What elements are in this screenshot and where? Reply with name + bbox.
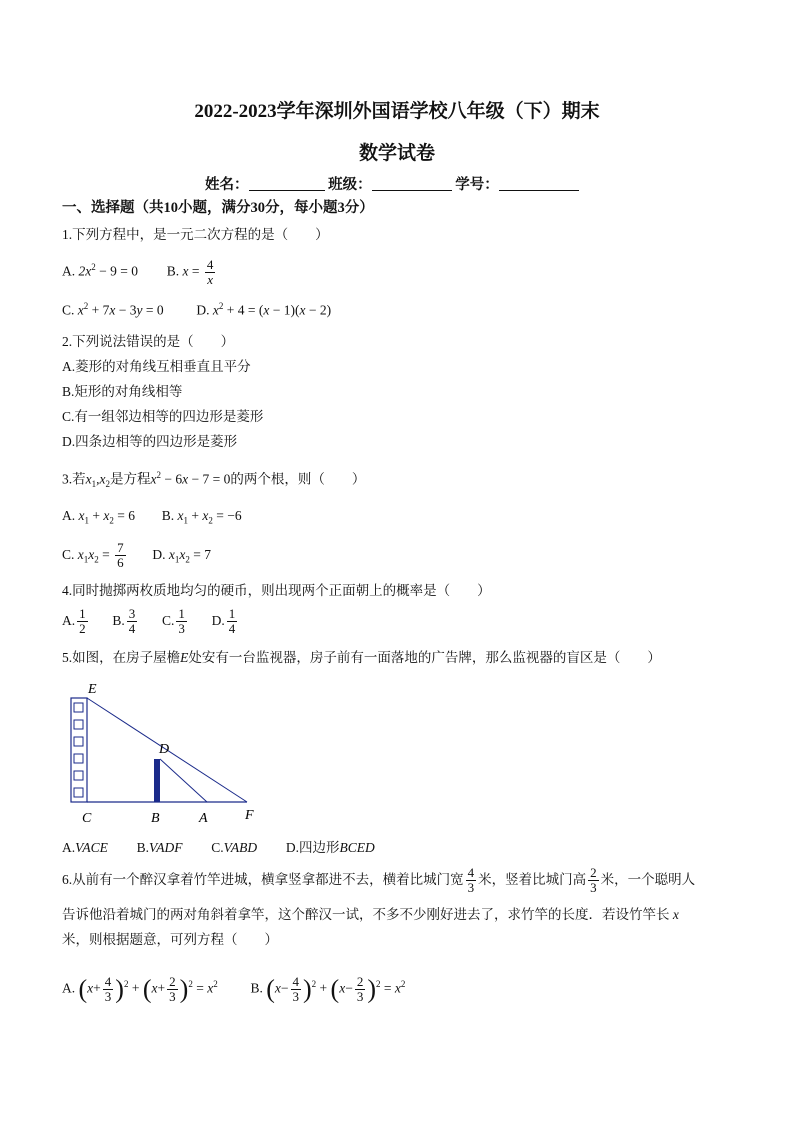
line-DA <box>160 759 207 802</box>
label-D: D <box>159 742 170 757</box>
q6-line2: 告诉他沿着城门的两对角斜着拿竿，这个醉汉一试，不多不少刚好进去了，求竹竿的长度．若设竹竿长 x <box>62 907 679 922</box>
billboard <box>154 759 160 802</box>
id-blank[interactable] <box>499 176 579 191</box>
q6-options: A. (x+ $\frac{4}{3}$ )$^2$ + (x+ $\frac{2}{3}$ )$^2 = x^2$ B. (x− $\frac{4}{3}$ )$^2$ + (x− $\frac{2}{3}$ )$^2 = x^2$ <box>62 973 406 1004</box>
q1-stem: 1.下列方程中，是一元二次方程的是（ ） <box>62 227 329 242</box>
label-C: C <box>82 811 92 826</box>
q3-options-cd: C. $x_1x_2$ = $\frac{7}{6}$ D. $x_1x_2 = 7$ <box>62 540 212 571</box>
label-E: E <box>88 682 97 697</box>
q1-options-cd: C. $x^2 + 7x - 3y = 0$ D. $x^2 + 4 = (x - 1)(x - 2)$ <box>62 301 332 318</box>
q2-stem: 2.下列说法错误的是（ ） <box>62 334 235 349</box>
q4-options: A. $\frac{1}{2}$ B. $\frac{3}{4}$ C. $\frac{1}{3}$ D. $\frac{1}{4}$ <box>62 606 236 637</box>
section-heading: 一、选择题（共10小题，满分30分，每小题3分） <box>62 200 374 216</box>
q3-c-fraction: $\frac{7}{6}$ <box>117 540 124 571</box>
name-label: 姓名： <box>205 177 249 193</box>
class-label: 班级： <box>328 177 372 193</box>
q3-options-ab: A. $x_1 + x_2 = 6$ B. $x_1 + x_2 = -6$ <box>62 508 242 526</box>
q2-option-a: A.菱形的对角线互相垂直且平分 <box>62 359 251 374</box>
q5-stem: 5.如图，在房子屋檐E处安有一台监视器，房子前有一面落地的广告牌，那么监视器的盲区是（ ） <box>62 650 661 665</box>
label-B: B <box>151 811 160 826</box>
q3-stem: 3.若$x_1,x_2$是方程$x^2 - 6x - 7 = 0$的两个根，则（ ） <box>62 470 366 490</box>
q2-option-b: B.矩形的对角线相等 <box>62 384 183 399</box>
exam-subtitle: 数学试卷 <box>358 143 435 164</box>
id-label: 学号： <box>455 177 499 193</box>
name-blank[interactable] <box>249 176 325 191</box>
q1-options-ab: A. $2x^2 - 9 = 0$ B. x = $\frac{4}{x}$ <box>62 256 214 287</box>
label-F: F <box>245 808 254 823</box>
q2-option-d: D.四条边相等的四边形是菱形 <box>62 434 238 449</box>
house <box>71 698 87 802</box>
label-A: A <box>199 811 208 826</box>
exam-title: 2022-2023学年深圳外国语学校八年级（下）期末 <box>194 101 600 122</box>
q4-stem: 4.同时抛掷两枚质地均匀的硬币，则出现两个正面朝上的概率是（ ） <box>62 583 491 598</box>
q5-figure <box>60 676 260 828</box>
class-blank[interactable] <box>372 176 452 191</box>
q6-line3: 米，则根据题意，可列方程（ ） <box>62 932 278 947</box>
q6-line1: 6.从前有一个醉汉拿着竹竿进城，横拿竖拿都进不去，横着比城门宽 $\frac{4}{3}$ 米，竖着比城门高 $\frac{2}{3}$ 米，一个聪明人 <box>62 865 696 896</box>
student-info-row <box>205 173 579 194</box>
q5-options: A.VACE B.VADF C.VABD D.四边形BCED <box>62 840 375 855</box>
q2-option-c: C.有一组邻边相等的四边形是菱形 <box>62 409 264 424</box>
q1-b-fraction: $\frac{4}{x}$ <box>206 256 214 287</box>
house-windows <box>74 703 83 797</box>
